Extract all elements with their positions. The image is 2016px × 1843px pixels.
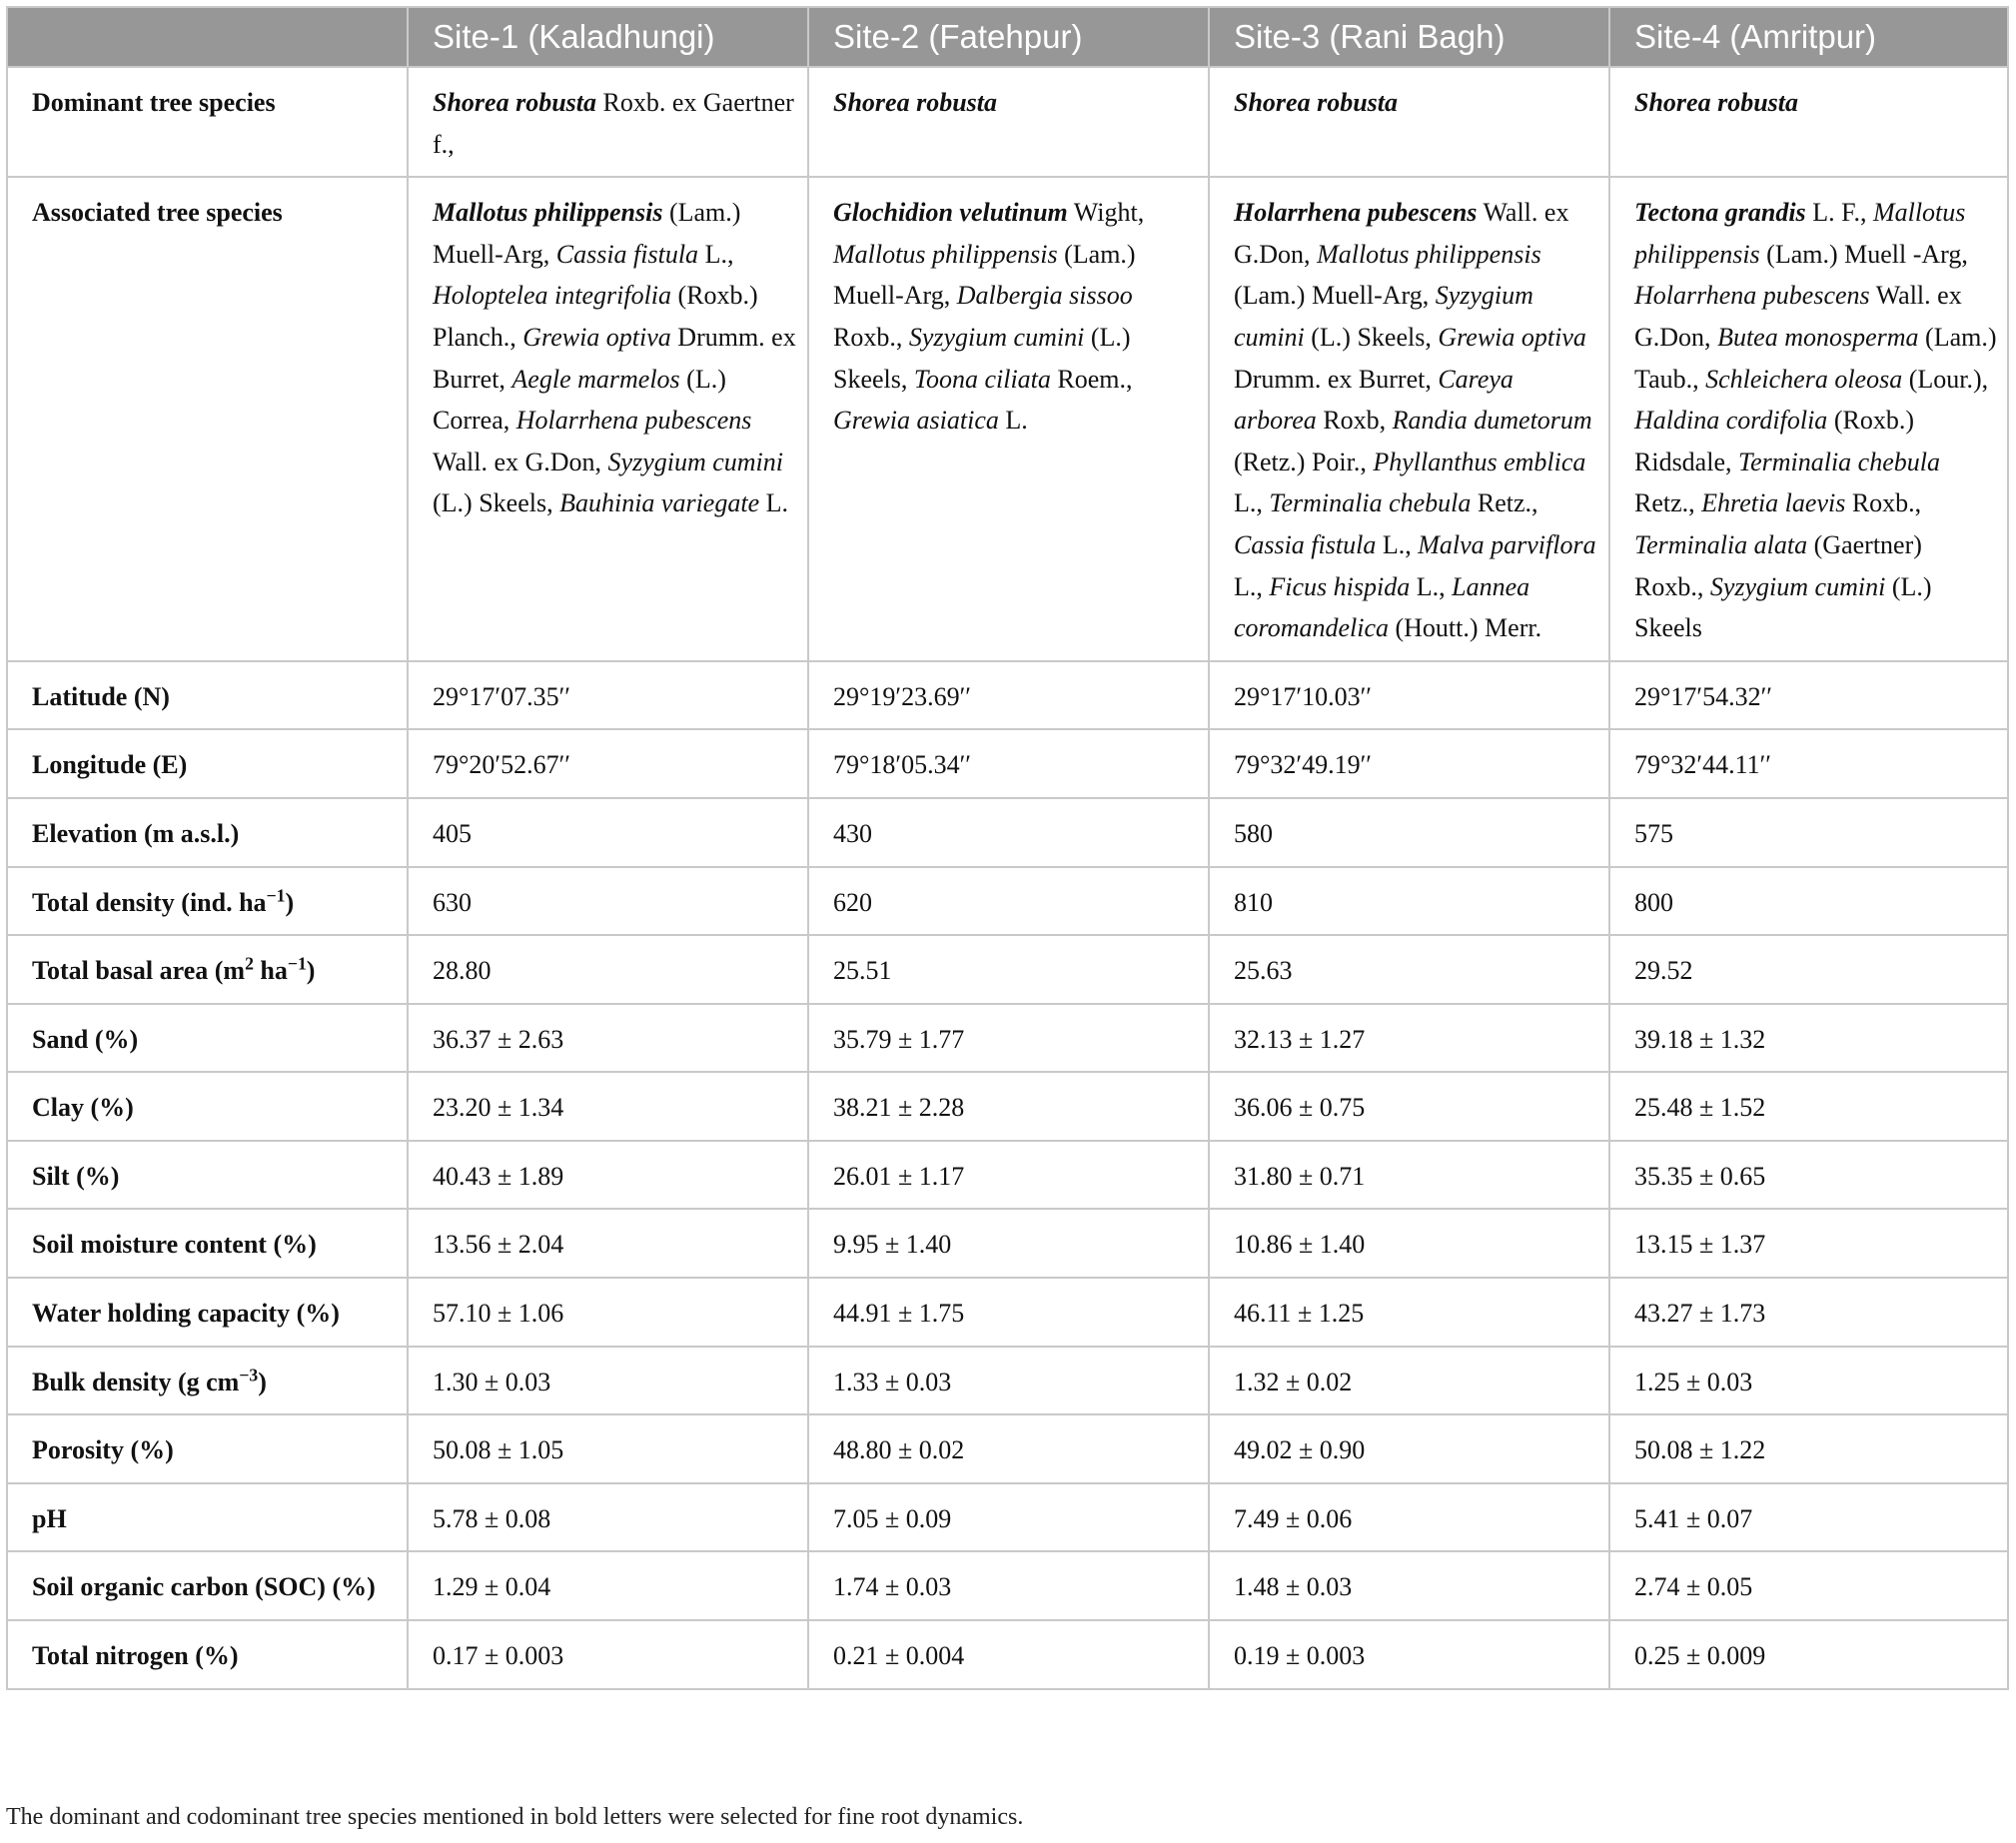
label-text: Total nitrogen (%) bbox=[32, 1641, 239, 1671]
species-name: Syzygium cumini bbox=[1234, 281, 1533, 352]
row-label bbox=[7, 1141, 408, 1210]
row-label bbox=[7, 661, 408, 730]
table-footnote: The dominant and codominant tree species mentioned in bold letters were selected for fine root dynamics. bbox=[6, 1804, 1024, 1830]
row-label bbox=[7, 729, 408, 798]
species-author: Wight, bbox=[1067, 198, 1145, 228]
cell-site-1: 40.43 ± 1.89 bbox=[408, 1141, 808, 1210]
table-row bbox=[7, 1414, 2008, 1483]
label-text: ) bbox=[258, 1367, 267, 1396]
species-name: Randia dumetorum bbox=[1392, 406, 1592, 436]
row-label: Associated tree species bbox=[7, 177, 408, 661]
label-text: pH bbox=[32, 1503, 67, 1533]
cell-site-2: 44.91 ± 1.75 bbox=[808, 1278, 1209, 1347]
cell-site-4: 43.27 ± 1.73 bbox=[1609, 1278, 2008, 1347]
header-site-2: Site-2 (Fatehpur) bbox=[808, 7, 1209, 67]
species-author: Roxb., bbox=[1845, 488, 1922, 518]
cell-site-4: 50.08 ± 1.22 bbox=[1609, 1414, 2008, 1483]
data-rows bbox=[7, 661, 2008, 1689]
label-superscript: −1 bbox=[287, 953, 307, 974]
species-name: Ficus hispida bbox=[1269, 571, 1411, 601]
cell-site-1: 1.30 ± 0.03 bbox=[408, 1347, 808, 1415]
species-name: Cassia fistula bbox=[1234, 529, 1377, 559]
species-author: (L.) Skeels, bbox=[833, 322, 1131, 394]
label-text: Sand (%) bbox=[32, 1024, 139, 1054]
row-label bbox=[7, 867, 408, 936]
table-row bbox=[7, 1483, 2008, 1552]
table-row bbox=[7, 1072, 2008, 1141]
species-author: (Retz.) Poir., bbox=[1234, 447, 1374, 476]
row-label bbox=[7, 1483, 408, 1552]
label-text: ) bbox=[285, 887, 295, 917]
cell-site-2: 1.33 ± 0.03 bbox=[808, 1347, 1209, 1415]
row-label bbox=[7, 1551, 408, 1620]
cell-site-2: 29°19′23.69′′ bbox=[808, 661, 1209, 730]
associated-site-4 bbox=[1609, 177, 2008, 661]
cell-site-3: 580 bbox=[1209, 798, 1609, 867]
table-row bbox=[7, 1347, 2008, 1415]
associated-site-2 bbox=[808, 177, 1209, 661]
species-name: Syzygium cumini bbox=[908, 322, 1085, 352]
species-author: (Roxb.) Ridsdale, bbox=[1634, 406, 1914, 476]
species-author: Roxb., bbox=[833, 322, 909, 352]
table-row bbox=[7, 1278, 2008, 1347]
associated-species-row bbox=[7, 177, 2008, 661]
label-superscript: 2 bbox=[245, 953, 254, 974]
cell-site-2: 9.95 ± 1.40 bbox=[808, 1209, 1209, 1278]
label-text: Longitude (E) bbox=[32, 750, 188, 780]
species-name: Terminalia alata bbox=[1634, 529, 1808, 559]
species-author: L., bbox=[1376, 529, 1419, 559]
species-author: (Lam.) Muell-Arg, bbox=[833, 239, 1136, 311]
species-author: Retz., bbox=[1634, 488, 1702, 518]
cell-site-4: 1.25 ± 0.03 bbox=[1609, 1347, 2008, 1415]
species-name: Terminalia chebula bbox=[1269, 488, 1472, 518]
cell-site-3: 36.06 ± 0.75 bbox=[1209, 1072, 1609, 1141]
species-author: (Lam.) Taub., bbox=[1634, 322, 1997, 394]
label-text: Latitude (N) bbox=[32, 681, 170, 711]
cell-site-3: 25.63 bbox=[1209, 935, 1609, 1004]
cell-site-4: 25.48 ± 1.52 bbox=[1609, 1072, 2008, 1141]
table-row bbox=[7, 661, 2008, 730]
species-name: Holarrhena pubescens bbox=[1234, 198, 1478, 228]
cell-site-2: 7.05 ± 0.09 bbox=[808, 1483, 1209, 1552]
species-name: Syzygium cumini bbox=[1709, 571, 1886, 601]
cell-site-3: 31.80 ± 0.71 bbox=[1209, 1141, 1609, 1210]
table-row bbox=[7, 798, 2008, 867]
label-text: Clay (%) bbox=[32, 1093, 134, 1123]
row-label bbox=[7, 1347, 408, 1415]
species-name: Mallotus philippensis bbox=[433, 198, 663, 228]
species-name: Bauhinia variegate bbox=[559, 488, 760, 518]
cell-site-1: 28.80 bbox=[408, 935, 808, 1004]
cell-site-3: 49.02 ± 0.90 bbox=[1209, 1414, 1609, 1483]
cell-site-4: 0.25 ± 0.009 bbox=[1609, 1620, 2008, 1689]
species-author: Roxb. ex Gaertner f., bbox=[433, 88, 794, 159]
species-name: Grewia optiva bbox=[1438, 322, 1586, 352]
cell-site-1: 29°17′07.35′′ bbox=[408, 661, 808, 730]
header-corner bbox=[7, 7, 408, 67]
row-label bbox=[7, 1209, 408, 1278]
species-name: Butea monosperma bbox=[1717, 322, 1919, 352]
site-characteristics-table bbox=[6, 6, 2009, 1690]
cell-site-2: 48.80 ± 0.02 bbox=[808, 1414, 1209, 1483]
species-author: Wall. ex G.Don, bbox=[1234, 198, 1569, 269]
header-site-1: Site-1 (Kaladhungi) bbox=[408, 7, 808, 67]
species-name: Mallotus philippensis bbox=[1317, 239, 1541, 269]
species-name: Phyllanthus emblica bbox=[1373, 447, 1586, 476]
header-row bbox=[7, 7, 2008, 67]
table-row bbox=[7, 729, 2008, 798]
cell-site-2: 79°18′05.34′′ bbox=[808, 729, 1209, 798]
cell-site-1: 0.17 ± 0.003 bbox=[408, 1620, 808, 1689]
header-site-4: Site-4 (Amritpur) bbox=[1609, 7, 2008, 67]
species-author: (L.) Skeels, bbox=[433, 488, 560, 518]
cell-site-4: 13.15 ± 1.37 bbox=[1609, 1209, 2008, 1278]
species-name: Toona ciliata bbox=[913, 364, 1051, 394]
cell-site-3: 810 bbox=[1209, 867, 1609, 936]
species-name: Holoptelea integrifolia bbox=[433, 281, 672, 311]
species-name: Lannea coromandelica bbox=[1234, 571, 1530, 643]
species-name: Malva parviflora bbox=[1418, 529, 1596, 559]
species-author: L. bbox=[998, 406, 1028, 436]
species-author: L., bbox=[1410, 571, 1453, 601]
cell-site-3: 46.11 ± 1.25 bbox=[1209, 1278, 1609, 1347]
species-author: Wall. ex G.Don, bbox=[1634, 281, 1962, 352]
table-row bbox=[7, 1141, 2008, 1210]
dominant-site-2 bbox=[808, 67, 1209, 177]
label-text: Bulk density (g cm bbox=[32, 1367, 240, 1396]
species-author: (Houtt.) Merr. bbox=[1389, 613, 1542, 643]
label-text: Soil organic carbon (SOC) (%) bbox=[32, 1572, 376, 1602]
cell-site-3: 1.32 ± 0.02 bbox=[1209, 1347, 1609, 1415]
label-superscript: −3 bbox=[239, 1364, 259, 1384]
cell-site-1: 36.37 ± 2.63 bbox=[408, 1004, 808, 1073]
cell-site-2: 38.21 ± 2.28 bbox=[808, 1072, 1209, 1141]
cell-site-1: 23.20 ± 1.34 bbox=[408, 1072, 808, 1141]
cell-site-3: 29°17′10.03′′ bbox=[1209, 661, 1609, 730]
species-author: L., bbox=[698, 239, 734, 269]
cell-site-3: 1.48 ± 0.03 bbox=[1209, 1551, 1609, 1620]
cell-site-3: 32.13 ± 1.27 bbox=[1209, 1004, 1609, 1073]
label-text: ha bbox=[253, 956, 288, 986]
species-name: Shorea robusta bbox=[1634, 88, 1798, 117]
cell-site-4: 2.74 ± 0.05 bbox=[1609, 1551, 2008, 1620]
cell-site-4: 29°17′54.32′′ bbox=[1609, 661, 2008, 730]
species-author: (L.) Skeels bbox=[1634, 571, 1932, 643]
cell-site-1: 405 bbox=[408, 798, 808, 867]
species-name: Dalbergia sissoo bbox=[956, 281, 1133, 311]
species-author: Retz., bbox=[1471, 488, 1538, 518]
row-label bbox=[7, 1278, 408, 1347]
dominant-site-1 bbox=[408, 67, 808, 177]
table-row bbox=[7, 1551, 2008, 1620]
label-text: Water holding capacity (%) bbox=[32, 1299, 340, 1329]
row-label: Dominant tree species bbox=[7, 67, 408, 177]
species-name: Aegle marmelos bbox=[511, 364, 680, 394]
cell-site-4: 79°32′44.11′′ bbox=[1609, 729, 2008, 798]
table-row bbox=[7, 867, 2008, 936]
row-label bbox=[7, 1004, 408, 1073]
cell-site-1: 79°20′52.67′′ bbox=[408, 729, 808, 798]
label-text: Total density (ind. ha bbox=[32, 887, 267, 917]
species-author: (Lam.) Muell-Arg, bbox=[1234, 281, 1436, 311]
cell-site-1: 5.78 ± 0.08 bbox=[408, 1483, 808, 1552]
species-author: Roxb, bbox=[1316, 406, 1393, 436]
cell-site-4: 5.41 ± 0.07 bbox=[1609, 1483, 2008, 1552]
species-author: (Roxb.) Planch., bbox=[433, 281, 758, 352]
species-author: Wall. ex G.Don, bbox=[433, 447, 608, 476]
label-superscript: −1 bbox=[266, 884, 286, 905]
species-name: Mallotus philippensis bbox=[833, 239, 1058, 269]
dominant-site-3 bbox=[1209, 67, 1609, 177]
species-name: Shorea robusta bbox=[1234, 88, 1398, 117]
cell-site-2: 35.79 ± 1.77 bbox=[808, 1004, 1209, 1073]
species-author: (Gaertner) Roxb., bbox=[1634, 529, 1922, 601]
table-row bbox=[7, 1004, 2008, 1073]
species-name: Holarrhena pubescens bbox=[1634, 281, 1870, 311]
label-text: ) bbox=[306, 956, 316, 986]
table-row bbox=[7, 935, 2008, 1004]
species-author: (Lam.) Muell -Arg, bbox=[1759, 239, 1968, 269]
row-label bbox=[7, 1414, 408, 1483]
species-author: (Lam.) Muell-Arg, bbox=[433, 198, 741, 269]
species-name: Grewia asiatica bbox=[833, 406, 999, 436]
cell-site-2: 620 bbox=[808, 867, 1209, 936]
label-text: Soil moisture content (%) bbox=[32, 1230, 317, 1260]
associated-site-1 bbox=[408, 177, 808, 661]
dominant-site-4 bbox=[1609, 67, 2008, 177]
cell-site-4: 35.35 ± 0.65 bbox=[1609, 1141, 2008, 1210]
species-author: Drumm. ex Burret, bbox=[1234, 364, 1439, 394]
species-author: L., bbox=[1234, 571, 1270, 601]
label-text: Silt (%) bbox=[32, 1161, 120, 1191]
species-author: Roem., bbox=[1050, 364, 1133, 394]
species-name: Haldina cordifolia bbox=[1634, 406, 1828, 436]
species-author: L. F., bbox=[1805, 198, 1873, 228]
cell-site-1: 50.08 ± 1.05 bbox=[408, 1414, 808, 1483]
cell-site-2: 0.21 ± 0.004 bbox=[808, 1620, 1209, 1689]
cell-site-1: 1.29 ± 0.04 bbox=[408, 1551, 808, 1620]
cell-site-4: 800 bbox=[1609, 867, 2008, 936]
species-name: Glochidion velutinum bbox=[833, 198, 1068, 228]
table-row bbox=[7, 1209, 2008, 1278]
label-text: Porosity (%) bbox=[32, 1435, 174, 1465]
cell-site-3: 0.19 ± 0.003 bbox=[1209, 1620, 1609, 1689]
cell-site-1: 13.56 ± 2.04 bbox=[408, 1209, 808, 1278]
species-name: Shorea robusta bbox=[433, 88, 596, 117]
cell-site-2: 26.01 ± 1.17 bbox=[808, 1141, 1209, 1210]
species-author: Drumm. ex Burret, bbox=[433, 322, 796, 394]
species-author: L., bbox=[1234, 488, 1270, 518]
cell-site-1: 57.10 ± 1.06 bbox=[408, 1278, 808, 1347]
cell-site-4: 39.18 ± 1.32 bbox=[1609, 1004, 2008, 1073]
species-name: Ehretia laevis bbox=[1701, 488, 1846, 518]
cell-site-2: 430 bbox=[808, 798, 1209, 867]
cell-site-4: 575 bbox=[1609, 798, 2008, 867]
header-site-3: Site-3 (Rani Bagh) bbox=[1209, 7, 1609, 67]
species-name: Mallotus philippensis bbox=[1634, 198, 1966, 269]
row-label bbox=[7, 798, 408, 867]
species-name: Tectona grandis bbox=[1634, 198, 1806, 228]
dominant-species-row bbox=[7, 67, 2008, 177]
label-text: Total basal area (m bbox=[32, 956, 246, 986]
species-author: L. bbox=[759, 488, 788, 518]
cell-site-2: 1.74 ± 0.03 bbox=[808, 1551, 1209, 1620]
species-author: (Lour.), bbox=[1902, 364, 1989, 394]
cell-site-4: 29.52 bbox=[1609, 935, 2008, 1004]
row-label bbox=[7, 1620, 408, 1689]
associated-site-3 bbox=[1209, 177, 1609, 661]
species-author: (L.) Skeels, bbox=[1304, 322, 1439, 352]
cell-site-2: 25.51 bbox=[808, 935, 1209, 1004]
row-label bbox=[7, 1072, 408, 1141]
species-name: Shorea robusta bbox=[833, 88, 997, 117]
species-name: Schleichera oleosa bbox=[1705, 364, 1903, 394]
table-row bbox=[7, 1620, 2008, 1689]
species-name: Syzygium cumini bbox=[607, 447, 784, 476]
species-author: (L.) Correa, bbox=[433, 364, 726, 436]
cell-site-1: 630 bbox=[408, 867, 808, 936]
cell-site-3: 79°32′49.19′′ bbox=[1209, 729, 1609, 798]
species-name: Terminalia chebula bbox=[1738, 447, 1940, 476]
species-name: Grewia optiva bbox=[522, 322, 671, 352]
cell-site-3: 7.49 ± 0.06 bbox=[1209, 1483, 1609, 1552]
species-name: Cassia fistula bbox=[555, 239, 699, 269]
species-name: Careya arborea bbox=[1234, 364, 1513, 436]
species-name: Holarrhena pubescens bbox=[515, 406, 752, 436]
row-label bbox=[7, 935, 408, 1004]
cell-site-3: 10.86 ± 1.40 bbox=[1209, 1209, 1609, 1278]
label-text: Elevation (m a.s.l.) bbox=[32, 818, 240, 848]
